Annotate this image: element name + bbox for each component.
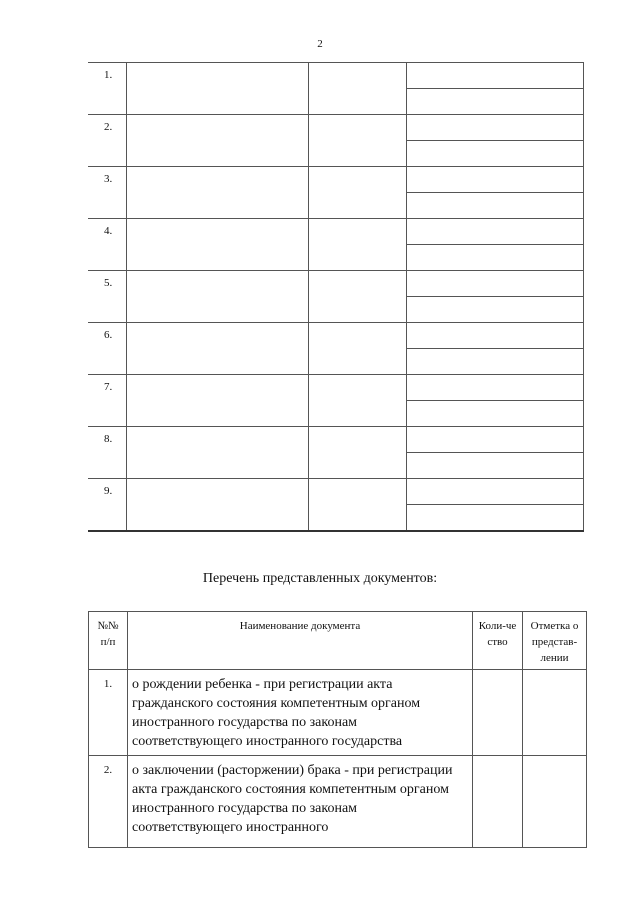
grid-cell-value[interactable]: [308, 375, 406, 427]
section-title: Перечень представленных документов:: [202, 571, 438, 586]
grid-row: [88, 63, 583, 89]
grid-cell-line[interactable]: [406, 349, 583, 375]
grid-cell-line[interactable]: [406, 167, 583, 193]
grid-row-number: 8.: [88, 427, 126, 479]
grid-row-number: 4.: [88, 219, 126, 271]
grid-row: [88, 271, 583, 297]
grid-row-number: 3.: [88, 167, 126, 219]
grid-cell-name[interactable]: [126, 167, 308, 219]
doc-row-quantity[interactable]: [473, 670, 523, 756]
doc-row-quantity[interactable]: [473, 756, 523, 848]
doc-row-number: 2.: [89, 756, 128, 848]
header-mark: Отметка о представ-лении: [523, 612, 587, 670]
grid-cell-name[interactable]: [126, 115, 308, 167]
grid-cell-line[interactable]: [406, 219, 583, 245]
page-number: 2: [317, 38, 323, 50]
grid-cell-name[interactable]: [126, 427, 308, 479]
grid-row-number: 5.: [88, 271, 126, 323]
header-number: №№ п/п: [89, 612, 128, 670]
grid-cell-value[interactable]: [308, 167, 406, 219]
doc-row-name: о рождении ребенка - при регистрации акта гражданского состояния компетентным органом иностранного государства по законам соответствующего иностранного государства: [128, 670, 473, 756]
grid-row-number: 7.: [88, 375, 126, 427]
grid-cell-value[interactable]: [308, 427, 406, 479]
grid-row: [88, 219, 583, 245]
grid-cell-line[interactable]: [406, 453, 583, 479]
grid-cell-value[interactable]: [308, 63, 406, 115]
grid-cell-line[interactable]: [406, 115, 583, 141]
grid-cell-line[interactable]: [406, 271, 583, 297]
doc-row-number: 1.: [89, 670, 128, 756]
grid-cell-line[interactable]: [406, 323, 583, 349]
doc-row-name: о заключении (расторжении) брака - при регистрации акта гражданского состояния компетентным органом иностранного государства по законам соответствующего иностранного: [128, 756, 473, 848]
grid-row: [88, 323, 583, 349]
grid-row: [88, 479, 583, 505]
grid-cell-line[interactable]: [406, 141, 583, 167]
grid-cell-name[interactable]: [126, 375, 308, 427]
grid-cell-name[interactable]: [126, 63, 308, 115]
records-grid: [88, 62, 584, 532]
grid-row-number: 6.: [88, 323, 126, 375]
grid-cell-name[interactable]: [126, 479, 308, 532]
grid-row: [88, 375, 583, 401]
grid-row: [88, 115, 583, 141]
doc-row-mark[interactable]: [523, 670, 587, 756]
grid-cell-line[interactable]: [406, 401, 583, 427]
doc-row-mark[interactable]: [523, 756, 587, 848]
header-name: Наименование документа: [128, 612, 473, 670]
grid-cell-line[interactable]: [406, 505, 583, 532]
grid-cell-value[interactable]: [308, 479, 406, 532]
grid-cell-line[interactable]: [406, 193, 583, 219]
grid-row: [88, 167, 583, 193]
documents-table: [88, 611, 587, 848]
grid-cell-line[interactable]: [406, 479, 583, 505]
grid-row: [88, 427, 583, 453]
grid-cell-name[interactable]: [126, 271, 308, 323]
grid-cell-line[interactable]: [406, 297, 583, 323]
grid-cell-line[interactable]: [406, 245, 583, 271]
grid-row-number: 1.: [88, 63, 126, 115]
grid-cell-value[interactable]: [308, 323, 406, 375]
grid-row-number: 9.: [88, 479, 126, 532]
grid-cell-line[interactable]: [406, 427, 583, 453]
grid-cell-name[interactable]: [126, 323, 308, 375]
grid-cell-value[interactable]: [308, 219, 406, 271]
grid-cell-line[interactable]: [406, 375, 583, 401]
grid-cell-value[interactable]: [308, 271, 406, 323]
header-quantity: Коли-чество: [473, 612, 523, 670]
grid-cell-name[interactable]: [126, 219, 308, 271]
grid-cell-line[interactable]: [406, 63, 583, 89]
grid-row-number: 2.: [88, 115, 126, 167]
grid-cell-line[interactable]: [406, 89, 583, 115]
grid-cell-value[interactable]: [308, 115, 406, 167]
